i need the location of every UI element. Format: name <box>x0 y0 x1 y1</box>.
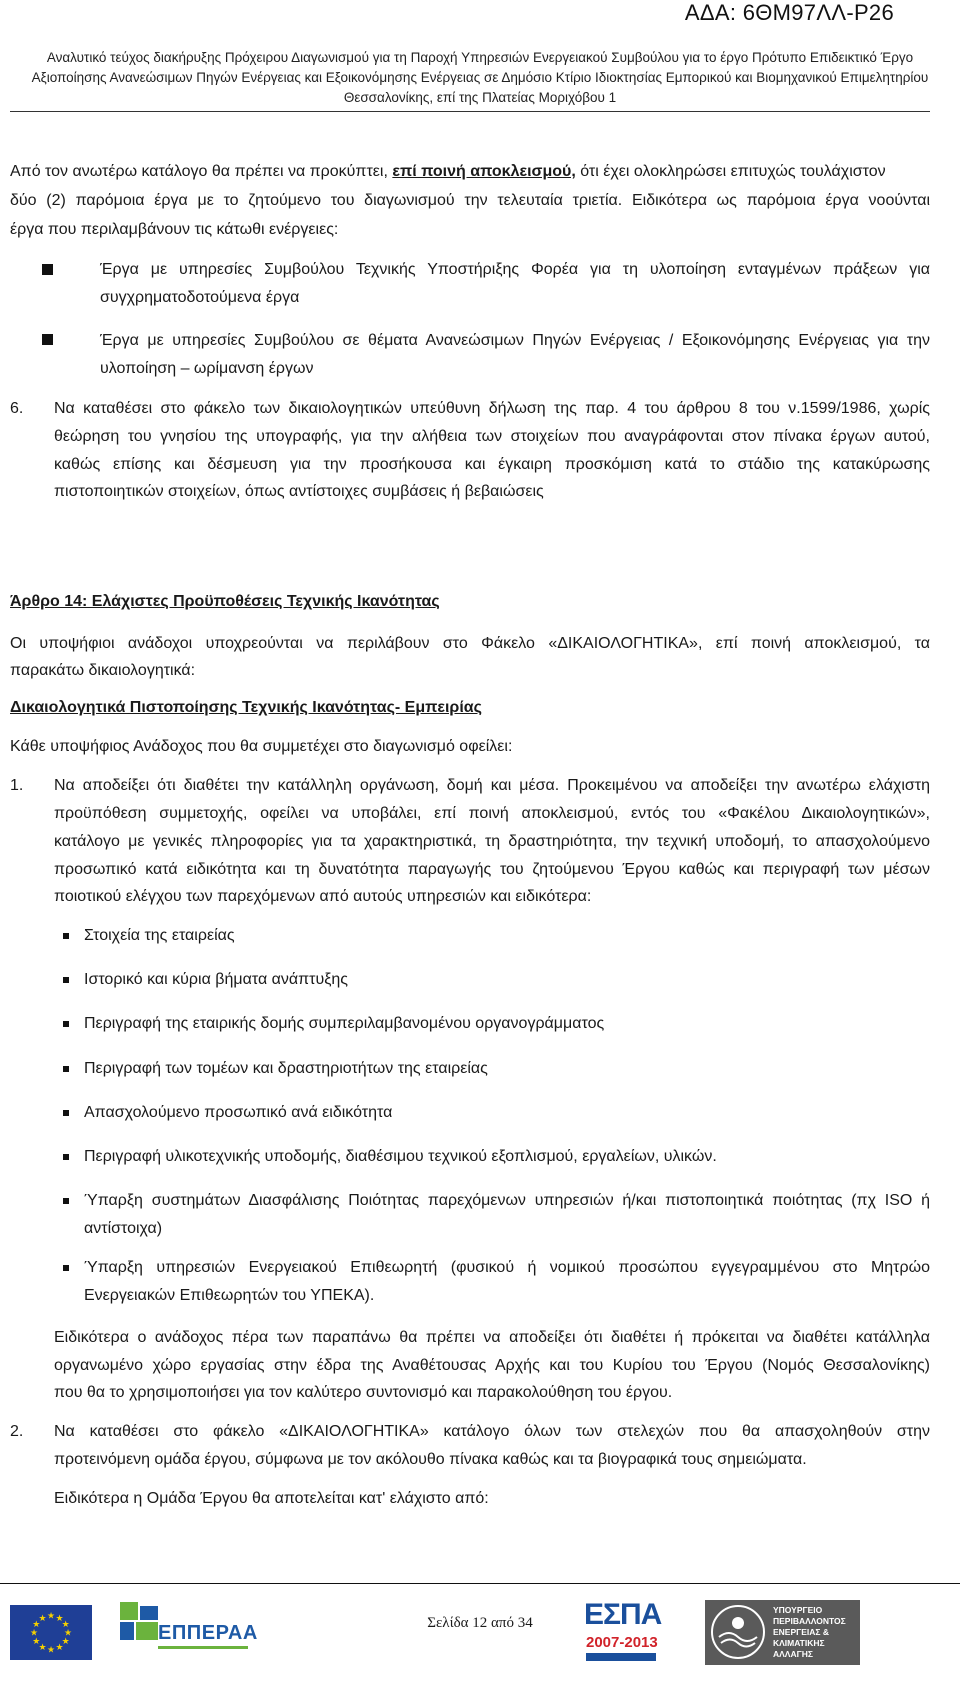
list-item: Ιστορικό και κύρια βήματα ανάπτυξης <box>84 971 349 988</box>
article-14-title: Άρθρο 14: Ελάχιστες Προϋποθέσεις Τεχνικής Ικανότητας <box>10 593 440 610</box>
eu-star-icon: ★ <box>61 1619 70 1629</box>
bullet-icon <box>63 933 69 939</box>
item-2-after: Ειδικότερα η Ομάδα Έργου θα αποτελείται κατ' ελάχιστο από: <box>54 1490 489 1507</box>
eu-star-icon: ★ <box>29 1627 39 1638</box>
espa-logo <box>582 1598 677 1664</box>
list-item-continuation: αντίστοιχα) <box>84 1220 163 1237</box>
item-2-line-2: προτεινόμενη ομάδα έργου, σύμφωνα με τον ακόλουθο πίνακα καθώς και τα βιογραφικά τους σημειώματα. <box>54 1451 807 1468</box>
intro-bullet-2-line-2: υλοποίηση – ωρίμανση έργων <box>100 360 314 377</box>
square-bullet-icon <box>42 264 53 275</box>
item-1-line-5: ποιοτικού ελέγχου των παρεχόμενων από αυτούς υπηρεσιών και ειδικότερα: <box>54 888 592 905</box>
eu-star-icon: ★ <box>38 1642 47 1653</box>
eu-star-icon: ★ <box>63 1627 73 1638</box>
ada-code: ΑΔΑ: 6ΘΜ97ΛΛ-Ρ26 <box>684 0 894 25</box>
eu-star-icon: ★ <box>61 1636 70 1646</box>
qualification-subtitle: Δικαιολογητικά Πιστοποίησης Τεχνικής Ικανότητας- Εμπειρίας <box>10 699 482 716</box>
eu-star-icon: ★ <box>46 1644 56 1655</box>
eu-star-icon: ★ <box>46 1610 56 1621</box>
eu-star-icon: ★ <box>32 1619 41 1629</box>
item-1-line-2: προϋπόθεση συμμετοχής, οφείλει να υποβάλει, επί ποινή αποκλεισμού, εντός του «Φακέλου Δικαιολογητικών», <box>54 805 930 822</box>
item-1-after-line-3: που θα το χρησιμοποιήσει για τον καλύτερο συντονισμό και παρακολούθηση του έργου. <box>54 1384 673 1401</box>
item-6-line-4: πιστοποιητικών στοιχείων, όπως αντίστοιχες συμβάσεις ή βεβαιώσεις <box>54 483 544 500</box>
bullet-icon <box>63 977 69 983</box>
exclusion-emphasis: επί ποινή αποκλεισμού, <box>392 163 576 180</box>
item-1-line-1: Να αποδείξει ότι διαθέτει την κατάλληλη οργάνωση, δομή και μέσα. Προκειμένου να αποδείξει την ανωτέρω ελάχιστη <box>54 777 930 794</box>
epperaa-underline <box>158 1646 248 1649</box>
intro-line-2: δύο (2) παρόμοια έργα με το ζητούμενο του διαγωνισμού την τελευταία τριετία. Ειδικότερα ως παρόμοια έργα νοούνται <box>10 192 930 209</box>
ministry-logo <box>705 1600 860 1665</box>
eu-star-icon: ★ <box>32 1636 41 1646</box>
espa-text: ΕΣΠΑ <box>584 1598 662 1631</box>
intro-bullet-1-line-1: Έργα με υπηρεσίες Συμβούλου Τεχνικής Υποστήριξης Φορέα για τη υλοποίηση ενταγμένων πράξεων για <box>100 261 930 278</box>
header-divider <box>10 111 930 112</box>
bullet-icon <box>63 1066 69 1072</box>
list-item-continuation: Ενεργειακών Επιθεωρητών του ΥΠΕΚΑ). <box>84 1287 375 1304</box>
ministry-emblem-icon <box>709 1603 767 1661</box>
item-1-after-line-1: Ειδικότερα ο ανάδοχος πέρα των παραπάνω θα πρέπει να αποδείξει ότι διαθέτει ή πρόκειται να διαθέτει κατάλληλα <box>54 1329 930 1346</box>
item-1-line-3: κατάλογο με γενικές πληροφορίες για τα χαρακτηριστικά, τη δραστηριότητα, την τεχνική υποδομή, το απασχολούμενο <box>54 833 930 850</box>
page-number: Σελίδα 12 από 34 <box>427 1615 533 1631</box>
item-6-line-3: καθώς επίσης και δέσμευση για την προσήκουσα και έγκαιρη προσκόμιση κατά το στάδιο της κατακύρωσης <box>54 456 930 473</box>
item-6-number: 6. <box>10 400 24 417</box>
header-line-1: Αναλυτικό τεύχος διακήρυξης Πρόχειρου Διαγωνισμού για τη Παροχή Υπηρεσιών Ενεργειακού Συμβούλου για το έργο Πρότυπο Επιδεικτικό Έργο <box>46 50 914 65</box>
ministry-text: ΥΠΟΥΡΓΕΙΟ ΠΕΡΙΒΑΛΛΟΝΤΟΣ ΕΝΕΡΓΕΙΑΣ & ΚΛΙΜΑΤΙΚΗΣ ΑΛΛΑΓΗΣ <box>773 1605 846 1659</box>
article-14-para-line-1: Οι υποψήφιοι ανάδοχοι υποχρεούνται να περιλάβουν στο Φάκελο «ΔΙΚΑΙΟΛΟΓΗΤΙΚΑ», επί ποινή αποκλεισμού, τα <box>10 635 930 652</box>
list-item: Στοιχεία της εταιρείας <box>84 927 235 944</box>
item-1-line-4: προσωπικό κατά ειδικότητα και τη δυνατότητα παραγωγής του ζητούμενου Έργου καθώς και περιγραφή των μέσων <box>54 861 930 878</box>
footer-divider <box>0 1583 960 1584</box>
espa-bar <box>586 1653 656 1661</box>
epperaa-text: ΕΠΠΕΡΑΑ <box>158 1622 258 1644</box>
list-item: Περιγραφή υλικοτεχνικής υποδομής, διαθέσιμου τεχνικού εξοπλισμού, εργαλείων, υλικών. <box>84 1148 717 1165</box>
article-14-para-2: Κάθε υποψήφιος Ανάδοχος που θα συμμετέχει στο διαγωνισμό οφείλει: <box>10 738 513 755</box>
list-item: Ύπαρξη υπηρεσιών Ενεργειακού Επιθεωρητή (φυσικού ή νομικού προσώπου εγγεγραμμένου στο Μητρώο <box>84 1259 930 1276</box>
bullet-icon <box>63 1198 69 1204</box>
bullet-icon <box>63 1021 69 1027</box>
eu-star-icon: ★ <box>38 1612 47 1623</box>
intro-bullet-2-line-1: Έργα με υπηρεσίες Συμβούλου σε θέματα Ανανεώσιμων Πηγών Ενέργειας / Εξοικονόμησης Ενέργειας για την <box>100 332 930 349</box>
list-item: Περιγραφή της εταιρικής δομής συμπεριλαμβανομένου οργανογράμματος <box>84 1015 605 1032</box>
bullet-icon <box>63 1110 69 1116</box>
intro-bullet-1-line-2: συγχρηματοδοτούμενα έργα <box>100 289 300 306</box>
eu-flag-icon <box>10 1605 92 1660</box>
list-item: Περιγραφή των τομέων και δραστηριοτήτων της εταιρείας <box>84 1060 488 1077</box>
item-1-number: 1. <box>10 777 24 794</box>
list-item: Απασχολούμενο προσωπικό ανά ειδικότητα <box>84 1104 393 1121</box>
item-2-number: 2. <box>10 1423 24 1440</box>
list-item: Ύπαρξη συστημάτων Διασφάλισης Ποιότητας παρεχόμενων υπηρεσιών ή/και πιστοποιητικά ποιότητας (πχ ISO ή <box>84 1192 930 1209</box>
item-1-after-line-2: οργανωμένο χώρο εργασίας στην έδρα της Αναθέτουσας Αρχής και του Κυρίου του Έργου (Νομός Θεσσαλονίκης) <box>54 1357 930 1374</box>
item-6-line-2: θεώρηση του γνησίου της υπογραφής, για την αλήθεια των στοιχείων που αναγράφονται στον πίνακα έργων αυτού, <box>54 428 930 445</box>
intro-line-3: έργα που περιλαμβάνουν τις κάτωθι ενέργειες: <box>10 221 339 238</box>
espa-years: 2007-2013 <box>586 1634 658 1651</box>
item-6-line-1: Να καταθέσει στο φάκελο των δικαιολογητικών υπεύθυνη δήλωση της παρ. 4 του άρθρου 8 του ν.1599/1986, χωρίς <box>54 400 930 417</box>
square-bullet-icon <box>42 334 53 345</box>
intro-line-1: Από τον ανωτέρω κατάλογο θα πρέπει να προκύπτει, επί ποινή αποκλεισμού, ότι έχει ολοκληρώσει επιτυχώς τουλάχιστον <box>10 163 886 180</box>
eu-star-icon: ★ <box>55 1642 64 1653</box>
bullet-icon <box>63 1154 69 1160</box>
item-2-line-1: Να καταθέσει στο φάκελο «ΔΙΚΑΙΟΛΟΓΗΤΙΚΑ» κατάλογο όλων των στελεχών που θα απασχοληθούν στην <box>54 1423 930 1440</box>
header-line-3: Θεσσαλονίκης, επί της Πλατείας Μοριχόβου 1 <box>343 90 617 105</box>
header-line-2: Αξιοποίησης Ανανεώσιμων Πηγών Ενέργειας και Εξοικονόμησης Ενέργειας σε Δημόσιο Κτίριο Ιδιοκτησίας Εμπορικού και Βιομηχανικού Επιμελητηρίου <box>31 70 929 85</box>
eu-star-icon: ★ <box>55 1612 64 1623</box>
article-14-para-line-2: παρακάτω δικαιολογητικά: <box>10 662 196 679</box>
document-header <box>0 48 960 108</box>
bullet-icon <box>63 1265 69 1271</box>
